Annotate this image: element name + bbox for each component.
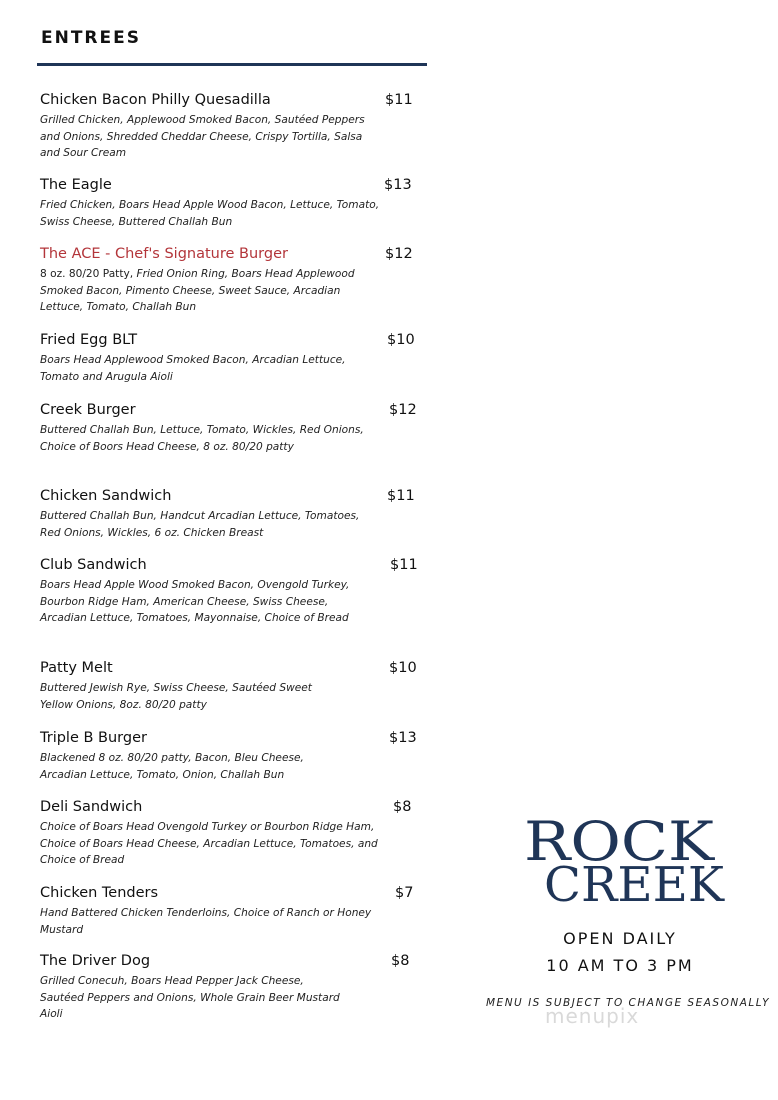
item-description: Grilled Chicken, Applewood Smoked Bacon, Sautéed Peppers and Onions, Shredded Cheddar Cheese, Crispy Tortilla, Salsa and Sour Cream [40, 114, 365, 159]
logo-line-1: ROCK [524, 810, 716, 873]
item-description: Buttered Jewish Rye, Swiss Cheese, Sautéed Sweet Yellow Onions, 8oz. 80/20 patty [40, 682, 312, 711]
item-description: Hand Battered Chicken Tenderloins, Choice of Ranch or Honey Mustard [40, 907, 372, 936]
menu-item [40, 91, 420, 162]
seasonal-notice: MENU IS SUBJECT TO CHANGE SEASONALLY [486, 997, 770, 1009]
item-name: Chicken Bacon Philly Quesadilla [40, 92, 271, 108]
item-name: Club Sandwich [40, 557, 147, 573]
item-description: Choice of Boars Head Ovengold Turkey or Bourbon Ridge Ham, Choice of Boars Head Cheese, Arcadian Lettuce, Tomatoes, and Choice of Bread [40, 821, 378, 866]
item-price: $7 [395, 885, 414, 901]
item-name: Triple B Burger [40, 730, 147, 746]
item-price: $11 [390, 557, 418, 573]
hours-time: 10 AM TO 3 PM [546, 956, 694, 975]
item-description: Fried Chicken, Boars Head Apple Wood Bacon, Lettuce, Tomato, Swiss Cheese, Buttered Challah Bun [40, 199, 380, 228]
menu-item [40, 798, 420, 869]
rock-creek-logo [522, 808, 727, 904]
hours-heading: OPEN DAILY [563, 929, 677, 948]
menu-item [40, 401, 420, 455]
menu-item [40, 884, 420, 938]
item-price: $11 [385, 92, 413, 108]
item-description: Blackened 8 oz. 80/20 patty, Bacon, Bleu Cheese, Arcadian Lettuce, Tomato, Onion, Challah Bun [40, 752, 304, 781]
item-description-rest: Fried Onion Ring, Boars Head Applewood Smoked Bacon, Pimento Cheese, Sweet Sauce, Arcadian Lettuce, Tomato, Challah Bun [40, 268, 355, 313]
section-title: ENTREES [41, 28, 141, 48]
menu-item [40, 659, 420, 713]
menu-item [40, 176, 420, 230]
menu-item [40, 729, 420, 783]
item-name: Patty Melt [40, 660, 113, 676]
item-price: $13 [389, 730, 417, 746]
title-divider [37, 63, 427, 66]
menu-item [40, 952, 420, 1023]
item-name: Chicken Tenders [40, 885, 159, 901]
item-description [40, 266, 380, 316]
item-price: $13 [384, 177, 412, 193]
watermark: menupix [545, 1004, 640, 1028]
item-description: Grilled Conecuh, Boars Head Pepper Jack Cheese, Sautéed Peppers and Onions, Whole Grain Beer Mustard Aioli [40, 975, 340, 1020]
item-name: The Eagle [40, 177, 112, 193]
item-price: $10 [389, 660, 417, 676]
menu-item-featured [40, 245, 420, 316]
item-name: Chicken Sandwich [40, 488, 172, 504]
item-name: The ACE - Chef's Signature Burger [40, 246, 288, 262]
item-description: Buttered Challah Bun, Lettuce, Tomato, Wickles, Red Onions, Choice of Boors Head Cheese, 8 oz. 80/20 patty [40, 424, 364, 453]
logo-line-2: CREEK [544, 857, 726, 904]
menu-item [40, 487, 420, 541]
item-name: Fried Egg BLT [40, 332, 138, 348]
item-name: Creek Burger [40, 402, 136, 418]
item-price: $11 [387, 488, 415, 504]
item-price: $8 [391, 953, 410, 969]
item-description: Boars Head Applewood Smoked Bacon, Arcadian Lettuce, Tomato and Arugula Aioli [40, 354, 346, 383]
item-price: $8 [393, 799, 412, 815]
item-description: Buttered Challah Bun, Handcut Arcadian Lettuce, Tomatoes, Red Onions, Wickles, 6 oz. Chicken Breast [40, 510, 360, 539]
menu-item [40, 556, 420, 627]
item-description: Boars Head Apple Wood Smoked Bacon, Ovengold Turkey, Bourbon Ridge Ham, American Cheese, Swiss Cheese, Arcadian Lettuce, Tomatoes, Mayonnaise, Choice of Bread [40, 579, 350, 624]
menu-item [40, 331, 420, 385]
item-description-prefix: 8 oz. 80/20 Patty, [40, 268, 137, 280]
item-price: $12 [385, 246, 413, 262]
item-price: $12 [389, 402, 417, 418]
item-name: Deli Sandwich [40, 799, 143, 815]
item-name: The Driver Dog [40, 953, 151, 969]
item-price: $10 [387, 332, 415, 348]
